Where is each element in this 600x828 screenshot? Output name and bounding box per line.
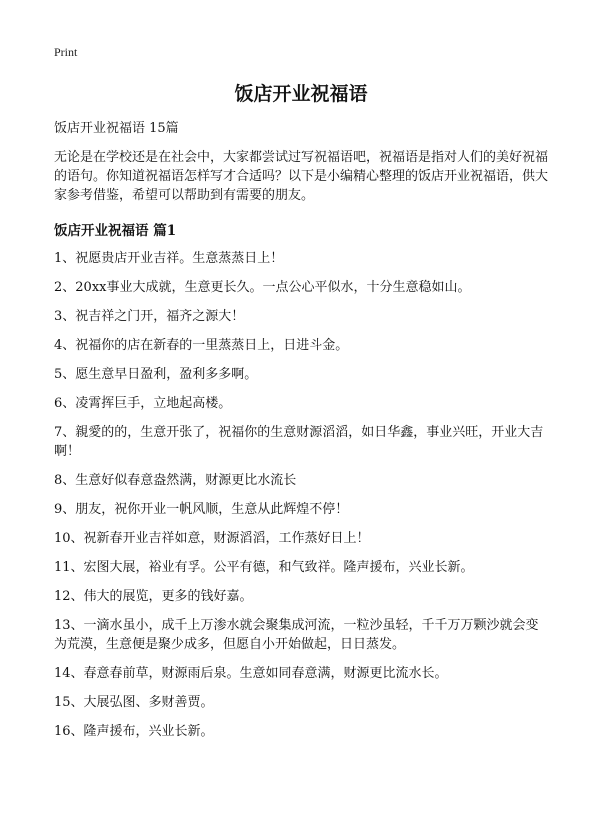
- list-item: 13、一滴水虽小，成千上万渗水就会聚集成河流，一粒沙虽轻，千千万万颗沙就会变为荒漠，生意便是聚少成多，但愿自小开始做起，日日蒸发。: [54, 618, 539, 652]
- list-item: 11、宏图大展，裕业有孚。公平有德，和气致祥。隆声援布，兴业长新。: [54, 560, 474, 575]
- list-item: 16、隆声援布，兴业长新。: [54, 724, 214, 739]
- blessing-list: [54, 249, 548, 741]
- list-item: 6、凌霄挥巨手，立地起高楼。: [54, 396, 232, 411]
- section-heading: 饭店开业祝福语 篇1: [54, 223, 177, 239]
- list-item: 1、祝愿贵店开业吉祥。生意蒸蒸日上！: [54, 251, 284, 266]
- list-item: 9、朋友，祝你开业一帆风顺，生意从此辉煌不停！: [54, 502, 349, 517]
- list-item: 5、愿生意早日盈利，盈利多多啊。: [54, 367, 258, 382]
- list-item: 4、祝福你的店在新春的一里蒸蒸日上，日进斗金。: [54, 338, 349, 353]
- list-item: 8、生意好似春意盎然满，财源更比水流长: [54, 473, 297, 488]
- list-item: 14、春意春前草，财源雨后泉。生意如同春意满，财源更比流水长。: [54, 666, 448, 681]
- list-item: 2、20xx事业大成就，生意更长久。一点公心平似水，十分生意稳如山。: [54, 280, 471, 295]
- intro-paragraph: 无论是在学校还是在社会中，大家都尝试过写祝福语吧，祝福语是指对人们的美好祝福的语句。你知道祝福语怎样写才合适吗？以下是小编精心整理的饭店开业祝福语，供大家参考借鉴，希望可以帮助到有需要的朋友。: [54, 150, 549, 203]
- list-item: 3、祝吉祥之门开，福齐之源大！: [54, 309, 245, 324]
- list-item: 12、伟大的展览，更多的钱好嘉。: [54, 589, 253, 604]
- document-subtitle: 饭店开业祝福语 15篇: [54, 121, 179, 136]
- page-title: 饭店开业祝福语: [234, 83, 368, 105]
- list-item: 15、大展弘图、多财善贾。: [54, 695, 214, 710]
- list-item: 10、祝新春开业吉祥如意，财源滔滔，工作蒸好日上！: [54, 531, 370, 546]
- print-link[interactable]: Print: [54, 45, 78, 59]
- list-item: 7、親愛的的，生意开张了，祝福你的生意财源滔滔，如日华鑫，事业兴旺，开业大吉啊！: [54, 425, 544, 459]
